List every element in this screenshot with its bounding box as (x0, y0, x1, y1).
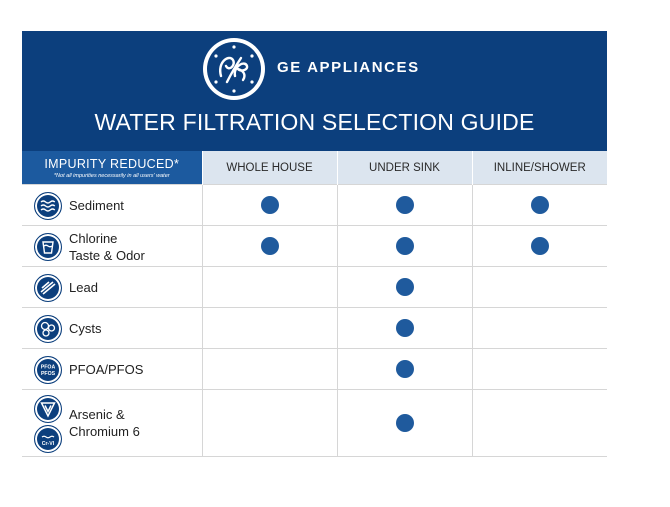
lead-icon (34, 274, 62, 302)
mark-cell (337, 390, 472, 457)
availability-dot (396, 319, 414, 337)
sediment-icon (34, 192, 62, 220)
guide-title: WATER FILTRATION SELECTION GUIDE (94, 109, 535, 135)
mark-cell (472, 390, 607, 457)
mark-cell (202, 267, 337, 308)
availability-dot (531, 237, 549, 255)
svg-text:Cr-VI: Cr-VI (41, 441, 55, 447)
column-header-inline-shower: INLINE/SHOWER (472, 151, 607, 185)
svg-text:PFOA: PFOA (40, 364, 56, 371)
mark-cell (337, 226, 472, 267)
selection-guide (22, 31, 607, 457)
table-row (22, 390, 607, 457)
availability-dot (261, 237, 279, 255)
column-header-whole-house: WHOLE HOUSE (202, 151, 337, 185)
mark-cell (202, 390, 337, 457)
table-row (22, 267, 607, 308)
impurity-cell (22, 185, 202, 226)
chromium-icon (34, 425, 62, 453)
mark-cell (472, 226, 607, 267)
header-banner (22, 31, 607, 151)
availability-dot (396, 360, 414, 378)
impurity-cell (22, 390, 202, 457)
cysts-icon (34, 315, 62, 343)
impurity-cell (22, 308, 202, 349)
table-row (22, 349, 607, 390)
mark-cell (472, 308, 607, 349)
mark-cell (472, 267, 607, 308)
impurity-label: Chlorine Taste & Odor (69, 231, 145, 263)
availability-dot (396, 237, 414, 255)
mark-cell (472, 185, 607, 226)
impurity-label: Lead (69, 280, 98, 295)
impurity-cell (22, 226, 202, 267)
impurity-label: PFOA/PFOS (69, 362, 144, 377)
mark-cell (202, 349, 337, 390)
pfoa-pfos-icon (34, 356, 62, 384)
mark-cell (337, 267, 472, 308)
column-header-under-sink: UNDER SINK (337, 151, 472, 185)
filtration-table (22, 151, 607, 457)
impurity-label: Arsenic & Chromium 6 (69, 407, 140, 439)
mark-cell (337, 185, 472, 226)
availability-dot (396, 196, 414, 214)
impurity-cell (22, 349, 202, 390)
table-row (22, 185, 607, 226)
mark-cell (472, 349, 607, 390)
mark-cell (337, 349, 472, 390)
impurity-cell (22, 267, 202, 308)
availability-dot (531, 196, 549, 214)
availability-dot (261, 196, 279, 214)
impurity-footnote: *Not all impurities necessarily in all users' water (53, 173, 170, 179)
mark-cell (337, 308, 472, 349)
impurity-label: Sediment (69, 198, 124, 213)
table-row (22, 308, 607, 349)
arsenic-icon (34, 395, 62, 423)
impurity-header: IMPURITY REDUCED* *Not all impurities necessarily in all users' water (22, 151, 202, 185)
mark-cell (202, 226, 337, 267)
table-row (22, 226, 607, 267)
chlorine-cup-icon (34, 233, 62, 261)
availability-dot (396, 414, 414, 432)
svg-text:PFOS: PFOS (40, 371, 56, 377)
mark-cell (202, 308, 337, 349)
brand-name: GE APPLIANCES (277, 59, 420, 76)
impurity-label: Cysts (69, 321, 102, 336)
ge-logo-icon (203, 38, 265, 100)
availability-dot (396, 278, 414, 296)
mark-cell (202, 185, 337, 226)
